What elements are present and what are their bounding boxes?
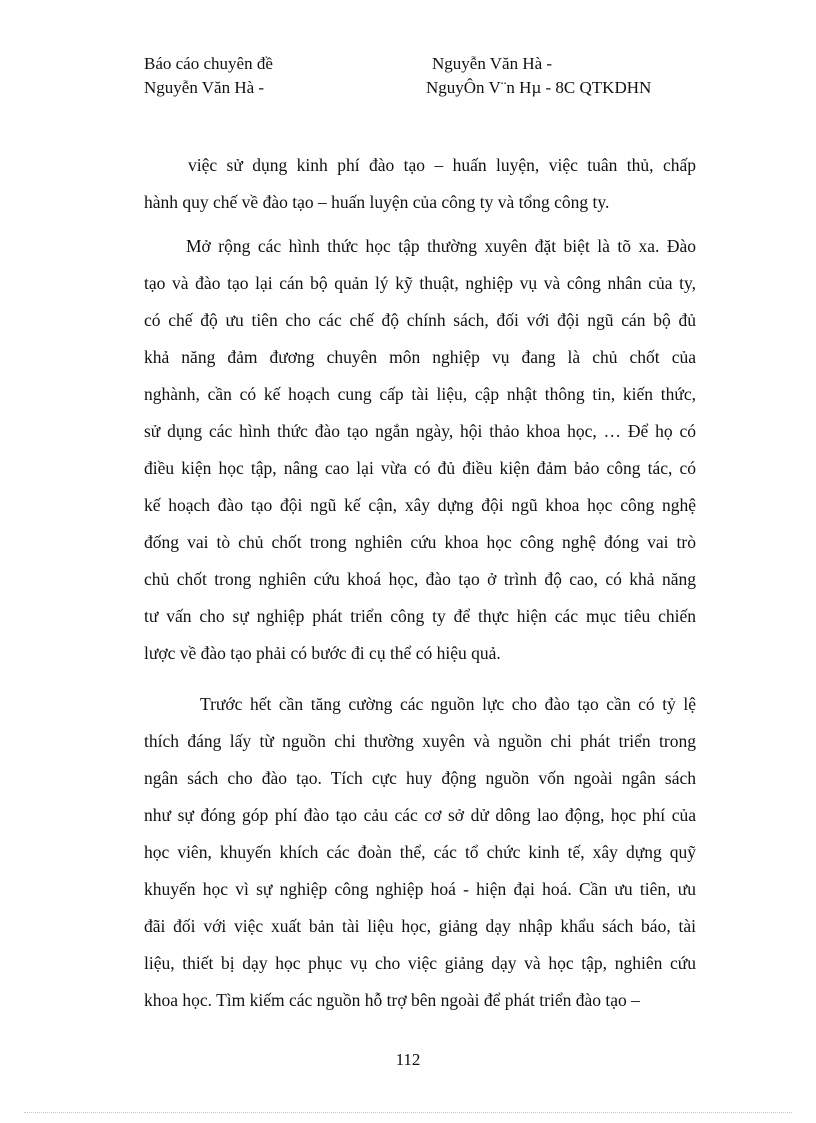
document-body	[144, 147, 696, 1019]
paragraph-3	[144, 686, 696, 1019]
paragraph-gap	[144, 672, 696, 686]
header-author-name: Nguyễn Văn Hà -	[432, 54, 553, 73]
paragraph-line: đống vai tò chủ chốt trong nghiên cứu khoa học công nghệ đóng vai trò	[144, 532, 696, 552]
paragraph-line: Trước hết cần tăng cường các nguồn lực cho đào tạo cần có tỷ lệ	[200, 694, 696, 714]
paragraph-line: khoa học. Tìm kiếm các nguồn hỗ trợ bên ngoài để phát triển đào tạo –	[144, 990, 640, 1010]
paragraph-line: tạo và đào tạo lại cán bộ quản lý kỹ thuật, nghiệp vụ và công nhân của ty,	[144, 273, 696, 293]
paragraph-line: đãi đối với việc xuất bản tài liệu học, giảng dạy nhập khẩu sách báo, tài	[144, 916, 696, 936]
paragraph-line: ngân sách cho đào tạo. Tích cực huy động nguồn vốn ngoài ngân sách	[144, 768, 696, 788]
paragraph-line: khuyến học vì sự nghiệp công nghiệp hoá - hiện đại hoá. Cần ưu tiên, ưu	[144, 879, 696, 899]
paragraph-line: tư vấn cho sự nghiệp phát triển công ty để thực hiện các mục tiêu chiến	[144, 606, 696, 626]
paragraph-gap	[144, 221, 696, 228]
footer-divider	[24, 1112, 792, 1113]
paragraph-line: khả năng đảm đương chuyên môn nghiệp vụ đang là chủ chốt của	[144, 347, 696, 367]
header-author-class: NguyÔn V¨n Hµ - 8C QTKDHN	[426, 78, 652, 97]
paragraph-line: Mở rộng các hình thức học tập thường xuyên đặt biệt là tõ xa. Đào	[186, 236, 696, 256]
paragraph-line: nghành, cần có kế hoạch cung cấp tài liệu, cập nhật thông tin, kiến thức,	[144, 384, 696, 404]
paragraph-line: lược về đào tạo phải có bước đi cụ thể có hiệu quả.	[144, 643, 501, 663]
paragraph-line: hành quy chế về đào tạo – huấn luyện của công ty và tổng công ty.	[144, 192, 610, 212]
paragraph-line: có chế độ ưu tiên cho các chế độ chính sách, đối với đội ngũ cán bộ đủ	[144, 310, 696, 330]
header-row-1	[144, 52, 704, 76]
paragraph-2	[144, 228, 696, 672]
paragraph-line: sử dụng các hình thức đào tạo ngắn ngày, hội thảo khoa học, … Để họ có	[144, 421, 696, 441]
paragraph-line: kế hoạch đào tạo đội ngũ kế cận, xây dựng đội ngũ khoa học công nghệ	[144, 495, 696, 515]
page-header	[144, 52, 704, 100]
paragraph-1	[144, 147, 696, 221]
page-number: 112	[395, 1050, 421, 1069]
header-report-title: Báo cáo chuyên đề	[144, 54, 273, 73]
paragraph-line: thích đáng lấy từ nguồn chi thường xuyên và nguồn chi phát triển trong	[144, 731, 696, 751]
paragraph-line: điều kiện học tập, nâng cao lại vừa có đủ điều kiện đảm bảo công tác, có	[144, 458, 696, 478]
header-row-2	[144, 76, 704, 100]
header-author-name-2: Nguyễn Văn Hà -	[144, 78, 265, 97]
paragraph-line: chủ chốt trong nghiên cứu khoá học, đào tạo ở trình độ cao, có khả năng	[144, 569, 696, 589]
paragraph-line: liệu, thiết bị dạy học phục vụ cho việc giảng dạy và học tập, nghiên cứu	[144, 953, 696, 973]
paragraph-line: học viên, khuyến khích các đoàn thể, các tổ chức kinh tế, xây dựng quỹ	[144, 842, 696, 862]
paragraph-line: việc sử dụng kinh phí đào tạo – huấn luyện, việc tuân thủ, chấp	[188, 155, 696, 175]
paragraph-line: như sự đóng góp phí đào tạo cảu các cơ sở dử dông lao động, học phí của	[144, 805, 696, 825]
